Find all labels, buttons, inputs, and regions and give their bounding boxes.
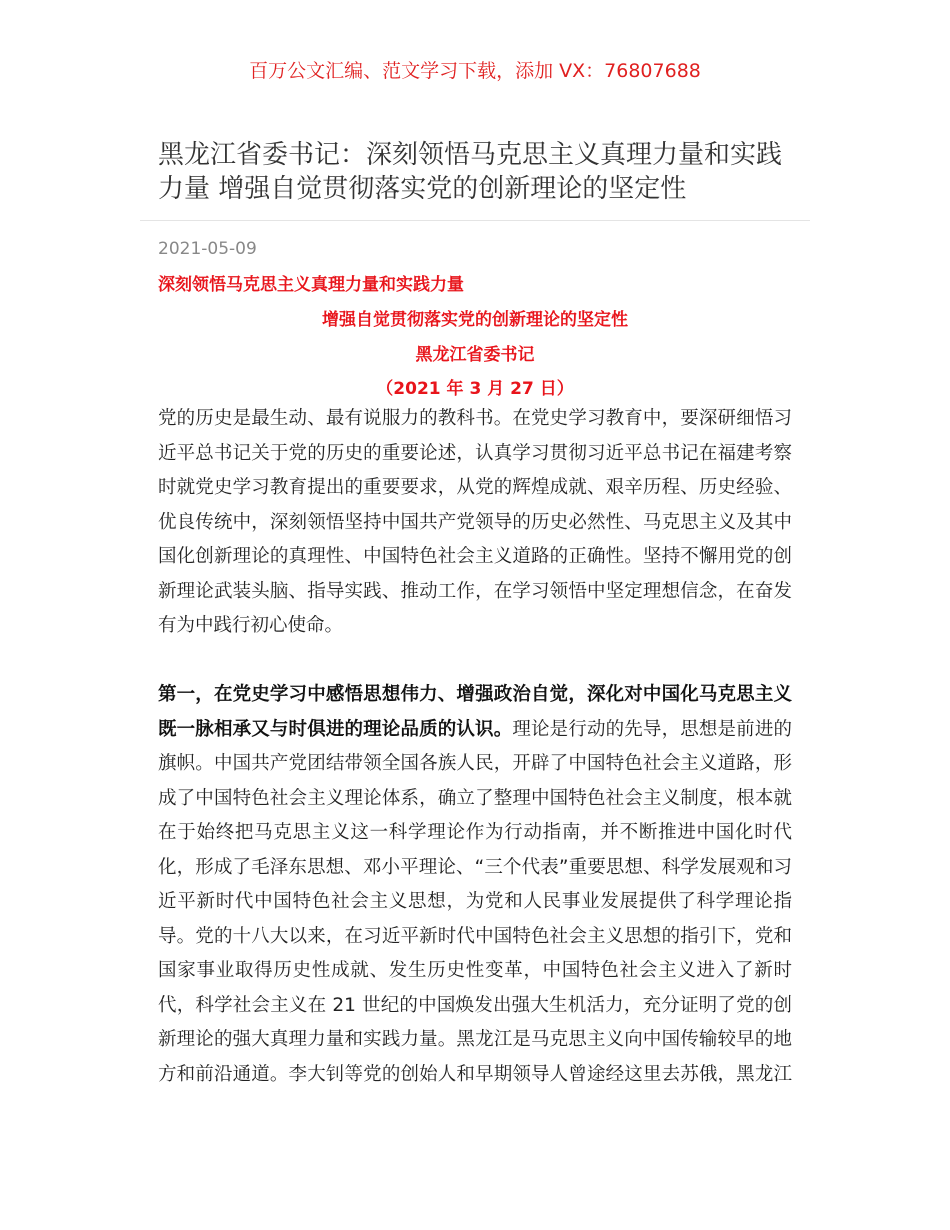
text-line: 有为中践行初心使命。 — [158, 615, 344, 636]
bold-lead: 既一脉相承又与时俱进的理论品质的认识。 — [158, 718, 513, 740]
text-segment: 理论是行动的先导，思想是前进的 — [512, 718, 792, 740]
paragraph-2 — [158, 678, 792, 1092]
red-heading-author: 黑龙江省委书记 — [415, 345, 535, 365]
text-line — [158, 678, 792, 713]
text-line: 在于始终把马克思主义这一科学理论作为行动指南，并不断推进中国化时代 — [158, 822, 792, 843]
red-heading-2: 增强自觉贯彻落实党的创新理论的坚定性 — [322, 310, 628, 330]
text-line: 时就党史学习教育提出的重要要求，从党的辉煌成就、艰辛历程、历史经验、 — [158, 477, 792, 498]
text-line: 新理论的强大真理力量和实践力量。黑龙江是马克思主义向中国传输较早的地 — [158, 1029, 792, 1050]
text-line — [158, 713, 792, 748]
text-line: 国化创新理论的真理性、中国特色社会主义道路的正确性。坚持不懈用党的创 — [158, 546, 792, 567]
red-heading-1: 深刻领悟马克思主义真理力量和实践力量 — [158, 275, 464, 295]
red-heading-date: （2021 年 3 月 27 日） — [376, 379, 574, 399]
text-line: 近平新时代中国特色社会主义思想，为党和人民事业发展提供了科学理论指 — [158, 891, 792, 912]
paragraph-1 — [158, 402, 792, 644]
text-line: 导。党的十八大以来，在习近平新时代中国特色社会主义思想的指引下，党和 — [158, 925, 792, 947]
title-line: 力量 增强自觉贯彻落实党的创新理论的坚定性 — [158, 174, 687, 204]
bold-lead: 第一，在党史学习中感悟思想伟力、增强政治自觉，深化对中国化马克思主义 — [158, 684, 792, 705]
text-line: 国家事业取得历史性成就、发生历史性变革，中国特色社会主义进入了新时 — [158, 960, 792, 981]
watermark-banner: 百万公文汇编、范文学习下载，添加 VX：76807688 — [249, 60, 701, 82]
publish-date: 2021-05-09 — [158, 239, 257, 259]
title-line: 黑龙江省委书记：深刻领悟马克思主义真理力量和实践 — [158, 140, 783, 170]
text-line: 近平总书记关于党的历史的重要论述，认真学习贯彻习近平总书记在福建考察 — [158, 442, 792, 464]
text-line: 成了中国特色社会主义理论体系，确立了整理中国特色社会主义制度，根本就 — [158, 787, 792, 809]
text-line: 党的历史是最生动、最有说服力的教科书。在党史学习教育中，要深研细悟习 — [158, 408, 792, 429]
title-divider — [140, 220, 810, 221]
text-line: 优良传统中，深刻领悟坚持中国共产党领导的历史必然性、马克思主义及其中 — [158, 511, 792, 533]
text-line: 代，科学社会主义在 21 世纪的中国焕发出强大生机活力，充分证明了党的创 — [158, 994, 792, 1016]
text-line: 旗帜。中国共产党团结带领全国各族人民，开辟了中国特色社会主义道路，形 — [158, 753, 792, 774]
text-line: 新理论武装头脑、指导实践、推动工作，在学习领悟中坚定理想信念，在奋发 — [158, 580, 792, 602]
article-title — [158, 138, 808, 206]
text-line: 化，形成了毛泽东思想、邓小平理论、“三个代表”重要思想、科学发展观和习 — [158, 856, 792, 878]
text-line: 方和前沿通道。李大钊等党的创始人和早期领导人曾途经这里去苏俄，黑龙江 — [158, 1063, 792, 1085]
